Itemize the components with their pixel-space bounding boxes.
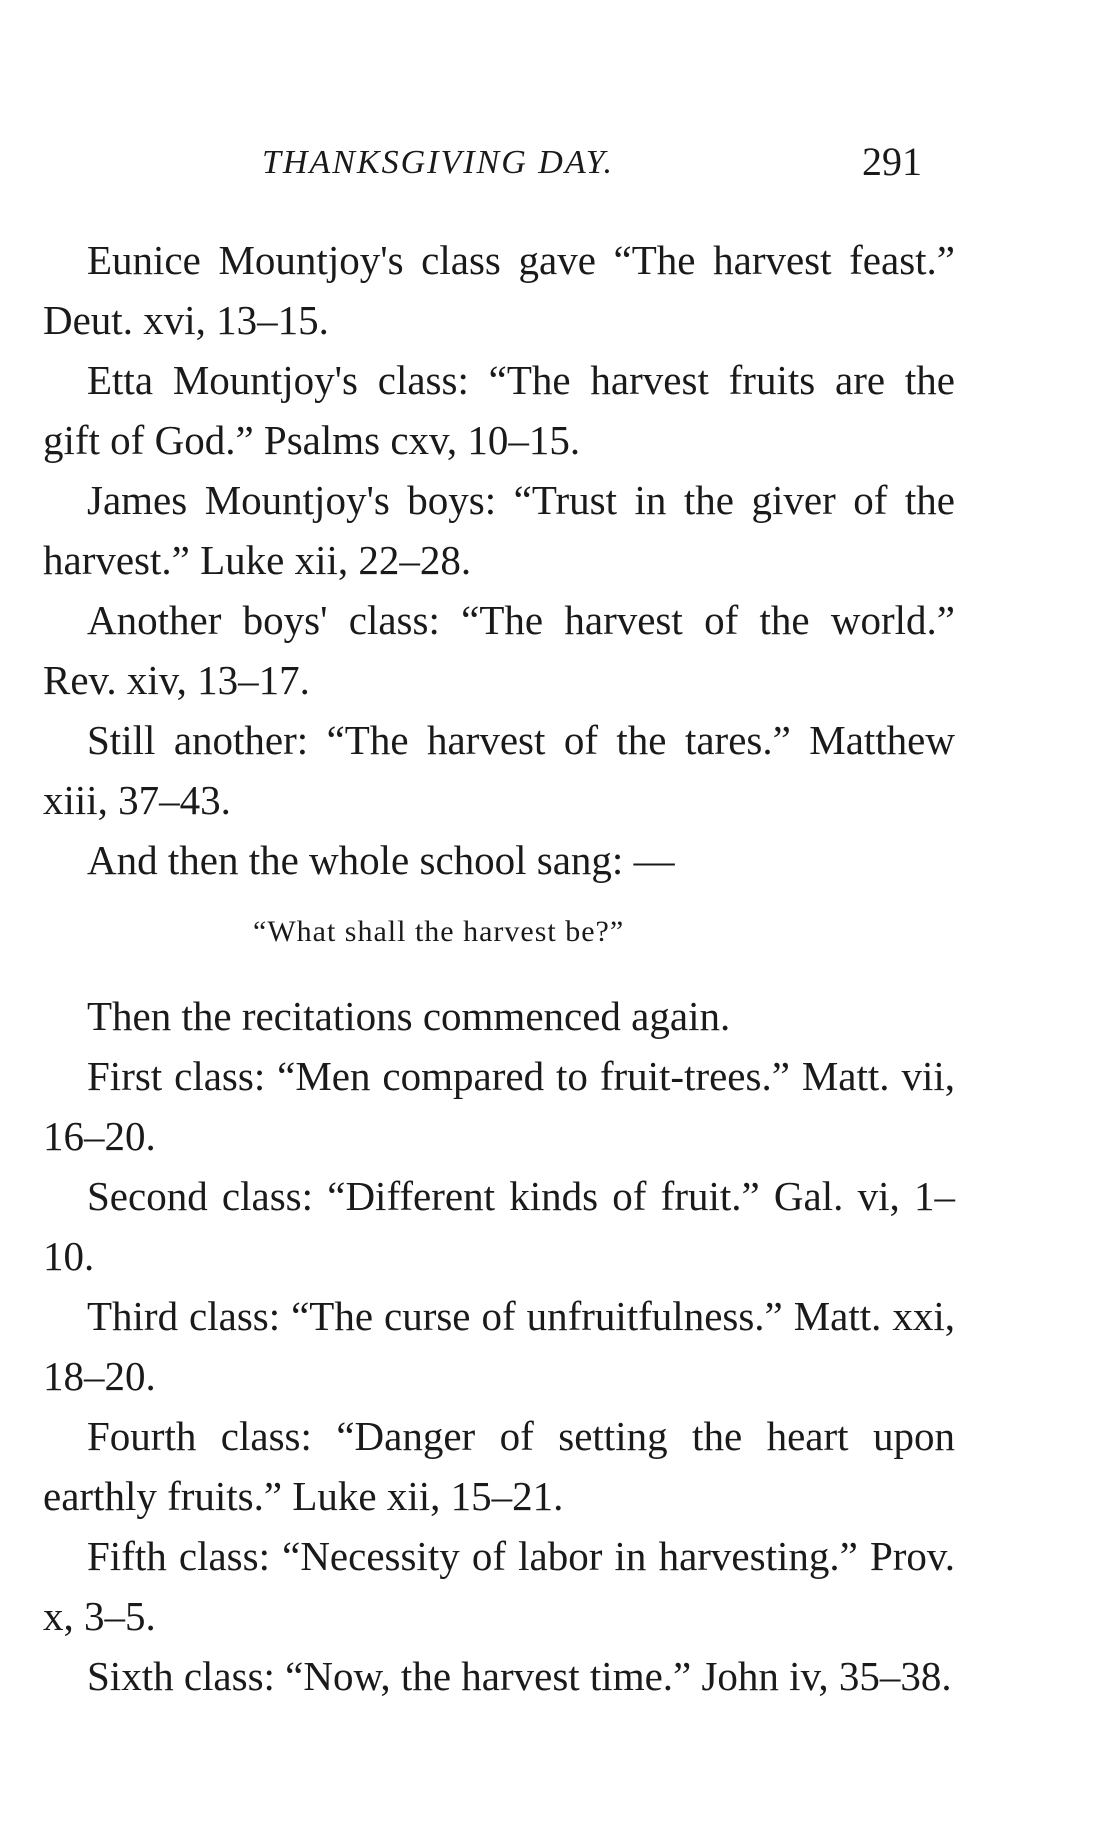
paragraph-first-class: First class: “Men compared to fruit-trees.” Matt. vii, 16–20. xyxy=(43,1053,955,1159)
body-text xyxy=(43,230,955,1706)
page-number: 291 xyxy=(862,139,922,184)
paragraph-recitations: Then the recitations commenced again. xyxy=(87,993,731,1039)
paragraph-third-class: Third class: “The curse of unfruitfulness.” Matt. xxi, 18–20. xyxy=(43,1293,955,1399)
paragraph-sixth-class: Sixth class: “Now, the harvest time.” John iv, 35–38. xyxy=(87,1653,952,1699)
paragraph-eunice-class: Eunice Mountjoy's class gave “The harvest feast.” Deut. xvi, 13–15. xyxy=(43,237,955,343)
paragraph-fourth-class: Fourth class: “Danger of setting the heart upon earthly fruits.” Luke xii, 15–21. xyxy=(43,1413,955,1519)
paragraph-still-another: Still another: “The harvest of the tares.” Matthew xiii, 37–43. xyxy=(43,717,955,823)
paragraph-james-boys: James Mountjoy's boys: “Trust in the giver of the harvest.” Luke xii, 22–28. xyxy=(43,477,955,583)
paragraph-school-sang: And then the whole school sang: — xyxy=(87,837,675,883)
paragraph-second-class: Second class: “Different kinds of fruit.” Gal. vi, 1–10. xyxy=(43,1173,955,1279)
running-title: THANKSGIVING DAY. xyxy=(262,144,615,181)
song-title: “What shall the harvest be?” xyxy=(253,915,625,948)
paragraph-another-boys-class: Another boys' class: “The harvest of the world.” Rev. xiv, 13–17. xyxy=(43,597,955,703)
running-head xyxy=(262,138,962,188)
paragraph-etta-class: Etta Mountjoy's class: “The harvest fruits are the gift of God.” Psalms cxv, 10–15. xyxy=(43,357,955,463)
paragraph-fifth-class: Fifth class: “Necessity of labor in harvesting.” Prov. x, 3–5. xyxy=(43,1533,955,1639)
